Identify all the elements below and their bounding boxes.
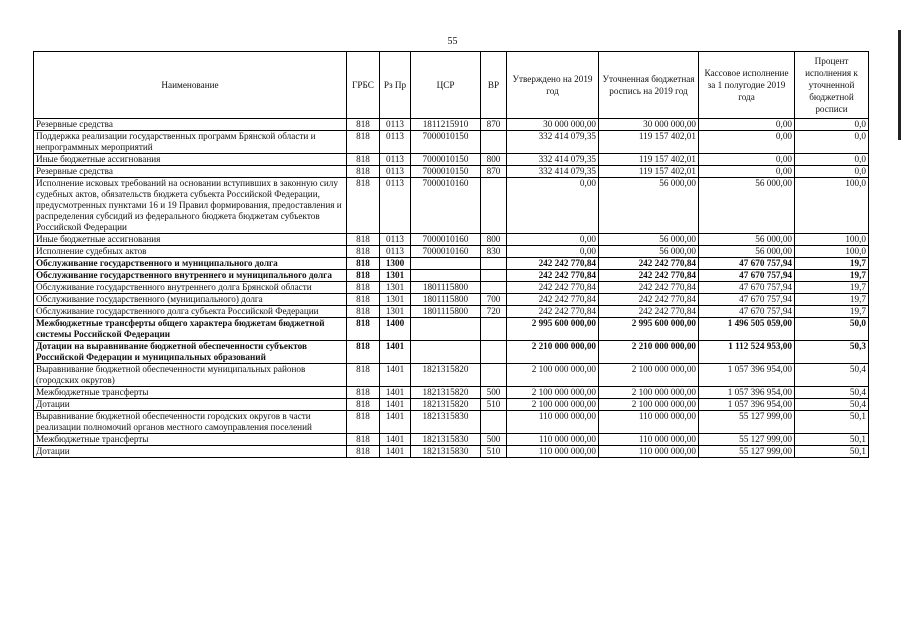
cell-cash: 0,00 bbox=[699, 119, 795, 131]
cell-rzpr: 1401 bbox=[380, 399, 411, 411]
cell-name: Обслуживание государственного долга субъекта Российской Федерации bbox=[34, 306, 347, 318]
cell-percent: 19,7 bbox=[795, 294, 869, 306]
cell-percent: 19,7 bbox=[795, 282, 869, 294]
cell-refined: 2 100 000 000,00 bbox=[599, 364, 699, 387]
cell-name: Исполнение судебных актов bbox=[34, 246, 347, 258]
cell-approved: 0,00 bbox=[507, 234, 599, 246]
table-header-row bbox=[34, 52, 869, 119]
cell-cash: 47 670 757,94 bbox=[699, 258, 795, 270]
table-row bbox=[34, 318, 869, 341]
cell-percent: 50,4 bbox=[795, 364, 869, 387]
header-grbs: ГРБС bbox=[347, 52, 380, 119]
cell-cash: 0,00 bbox=[699, 131, 795, 154]
header-csr: ЦСР bbox=[411, 52, 481, 119]
cell-rzpr: 0113 bbox=[380, 131, 411, 154]
cell-grbs: 818 bbox=[347, 294, 380, 306]
cell-grbs: 818 bbox=[347, 270, 380, 282]
cell-approved: 2 995 600 000,00 bbox=[507, 318, 599, 341]
cell-rzpr: 0113 bbox=[380, 119, 411, 131]
cell-vr bbox=[481, 364, 507, 387]
cell-rzpr: 1301 bbox=[380, 270, 411, 282]
cell-rzpr: 1301 bbox=[380, 282, 411, 294]
cell-rzpr: 1401 bbox=[380, 341, 411, 364]
cell-percent: 100,0 bbox=[795, 246, 869, 258]
cell-percent: 50,1 bbox=[795, 411, 869, 434]
cell-percent: 100,0 bbox=[795, 234, 869, 246]
cell-csr: 1821315830 bbox=[411, 411, 481, 434]
cell-percent: 0,0 bbox=[795, 154, 869, 166]
cell-rzpr: 1401 bbox=[380, 364, 411, 387]
cell-refined: 2 210 000 000,00 bbox=[599, 341, 699, 364]
cell-rzpr: 0113 bbox=[380, 154, 411, 166]
cell-percent: 50,4 bbox=[795, 399, 869, 411]
cell-refined: 110 000 000,00 bbox=[599, 434, 699, 446]
cell-name: Обслуживание государственного (муниципального) долга bbox=[34, 294, 347, 306]
cell-refined: 2 100 000 000,00 bbox=[599, 387, 699, 399]
cell-name: Резервные средства bbox=[34, 119, 347, 131]
cell-csr: 1801115800 bbox=[411, 306, 481, 318]
cell-grbs: 818 bbox=[347, 434, 380, 446]
cell-vr bbox=[481, 341, 507, 364]
cell-grbs: 818 bbox=[347, 318, 380, 341]
cell-csr: 1821315830 bbox=[411, 446, 481, 458]
table-row bbox=[34, 258, 869, 270]
cell-percent: 50,3 bbox=[795, 341, 869, 364]
cell-vr bbox=[481, 258, 507, 270]
cell-grbs: 818 bbox=[347, 341, 380, 364]
cell-percent: 0,0 bbox=[795, 131, 869, 154]
cell-grbs: 818 bbox=[347, 411, 380, 434]
cell-approved: 242 242 770,84 bbox=[507, 294, 599, 306]
cell-vr bbox=[481, 178, 507, 234]
cell-cash: 1 057 396 954,00 bbox=[699, 364, 795, 387]
cell-csr: 1821315820 bbox=[411, 387, 481, 399]
cell-name: Выравнивание бюджетной обеспеченности городских округов в части реализации полномочий органов местного самоуправления поселений bbox=[34, 411, 347, 434]
cell-cash: 0,00 bbox=[699, 154, 795, 166]
cell-grbs: 818 bbox=[347, 282, 380, 294]
cell-csr: 7000010150 bbox=[411, 166, 481, 178]
cell-name: Иные бюджетные ассигнования bbox=[34, 154, 347, 166]
cell-refined: 110 000 000,00 bbox=[599, 411, 699, 434]
cell-name: Межбюджетные трансферты общего характера бюджетам бюджетной системы Российской Федерации bbox=[34, 318, 347, 341]
cell-refined: 2 100 000 000,00 bbox=[599, 399, 699, 411]
table-row bbox=[34, 294, 869, 306]
table-row bbox=[34, 364, 869, 387]
table-row bbox=[34, 434, 869, 446]
cell-cash: 47 670 757,94 bbox=[699, 270, 795, 282]
cell-rzpr: 1401 bbox=[380, 387, 411, 399]
cell-percent: 19,7 bbox=[795, 258, 869, 270]
cell-vr bbox=[481, 411, 507, 434]
cell-cash: 56 000,00 bbox=[699, 246, 795, 258]
cell-rzpr: 1400 bbox=[380, 318, 411, 341]
cell-approved: 110 000 000,00 bbox=[507, 434, 599, 446]
budget-table-container bbox=[33, 51, 868, 458]
cell-percent: 0,0 bbox=[795, 166, 869, 178]
cell-approved: 2 100 000 000,00 bbox=[507, 364, 599, 387]
cell-refined: 56 000,00 bbox=[599, 234, 699, 246]
cell-grbs: 818 bbox=[347, 131, 380, 154]
cell-cash: 56 000,00 bbox=[699, 178, 795, 234]
page-number: 55 bbox=[447, 36, 458, 47]
cell-cash: 55 127 999,00 bbox=[699, 411, 795, 434]
cell-rzpr: 0113 bbox=[380, 178, 411, 234]
cell-refined: 56 000,00 bbox=[599, 246, 699, 258]
table-row bbox=[34, 119, 869, 131]
cell-cash: 1 057 396 954,00 bbox=[699, 399, 795, 411]
cell-refined: 242 242 770,84 bbox=[599, 270, 699, 282]
cell-refined: 30 000 000,00 bbox=[599, 119, 699, 131]
cell-approved: 2 100 000 000,00 bbox=[507, 399, 599, 411]
table-row bbox=[34, 387, 869, 399]
cell-vr: 510 bbox=[481, 446, 507, 458]
cell-approved: 2 100 000 000,00 bbox=[507, 387, 599, 399]
cell-csr: 1821315830 bbox=[411, 434, 481, 446]
cell-vr: 870 bbox=[481, 166, 507, 178]
cell-approved: 242 242 770,84 bbox=[507, 270, 599, 282]
cell-csr: 1801115800 bbox=[411, 282, 481, 294]
cell-vr: 830 bbox=[481, 246, 507, 258]
table-row bbox=[34, 131, 869, 154]
table-row bbox=[34, 166, 869, 178]
header-cash: Кассовое исполнение за 1 полугодие 2019 года bbox=[699, 52, 795, 119]
cell-rzpr: 0113 bbox=[380, 166, 411, 178]
cell-csr: 7000010150 bbox=[411, 131, 481, 154]
cell-rzpr: 1401 bbox=[380, 446, 411, 458]
cell-approved: 332 414 079,35 bbox=[507, 131, 599, 154]
header-vr: ВР bbox=[481, 52, 507, 119]
cell-grbs: 818 bbox=[347, 166, 380, 178]
cell-csr: 1801115800 bbox=[411, 294, 481, 306]
cell-cash: 47 670 757,94 bbox=[699, 294, 795, 306]
cell-approved: 332 414 079,35 bbox=[507, 166, 599, 178]
cell-approved: 30 000 000,00 bbox=[507, 119, 599, 131]
cell-vr: 720 bbox=[481, 306, 507, 318]
cell-cash: 55 127 999,00 bbox=[699, 446, 795, 458]
cell-csr bbox=[411, 341, 481, 364]
cell-cash: 0,00 bbox=[699, 166, 795, 178]
cell-approved: 110 000 000,00 bbox=[507, 446, 599, 458]
cell-grbs: 818 bbox=[347, 306, 380, 318]
cell-percent: 50,0 bbox=[795, 318, 869, 341]
cell-name: Межбюджетные трансферты bbox=[34, 434, 347, 446]
table-row bbox=[34, 306, 869, 318]
cell-grbs: 818 bbox=[347, 154, 380, 166]
cell-cash: 47 670 757,94 bbox=[699, 306, 795, 318]
cell-rzpr: 1401 bbox=[380, 434, 411, 446]
cell-name: Дотации bbox=[34, 446, 347, 458]
cell-refined: 2 995 600 000,00 bbox=[599, 318, 699, 341]
cell-approved: 0,00 bbox=[507, 178, 599, 234]
cell-name: Исполнение исковых требований на основании вступивших в законную силу судебных актов, обязательств бюджета субъекта Российской Федерации, предусмотренных пунктами 16 и 19 Правил формирования, предоставления и распределения субсидий из федерального бюджета бюджетам субъектов Российской Федерации bbox=[34, 178, 347, 234]
cell-vr: 870 bbox=[481, 119, 507, 131]
cell-vr: 800 bbox=[481, 154, 507, 166]
cell-rzpr: 1301 bbox=[380, 306, 411, 318]
cell-csr bbox=[411, 270, 481, 282]
page-edge-mark bbox=[898, 30, 901, 140]
table-row bbox=[34, 178, 869, 234]
cell-vr bbox=[481, 270, 507, 282]
budget-table bbox=[33, 51, 869, 458]
cell-refined: 242 242 770,84 bbox=[599, 258, 699, 270]
cell-rzpr: 0113 bbox=[380, 234, 411, 246]
cell-rzpr: 1301 bbox=[380, 294, 411, 306]
cell-name: Дотации bbox=[34, 399, 347, 411]
table-row bbox=[34, 234, 869, 246]
cell-approved: 242 242 770,84 bbox=[507, 258, 599, 270]
cell-csr: 7000010160 bbox=[411, 178, 481, 234]
cell-rzpr: 1401 bbox=[380, 411, 411, 434]
cell-refined: 242 242 770,84 bbox=[599, 282, 699, 294]
cell-csr: 1821315820 bbox=[411, 364, 481, 387]
cell-grbs: 818 bbox=[347, 399, 380, 411]
cell-percent: 50,1 bbox=[795, 434, 869, 446]
cell-name: Поддержка реализации государственных программ Брянской области и непрограммных мероприятий bbox=[34, 131, 347, 154]
cell-grbs: 818 bbox=[347, 234, 380, 246]
table-row bbox=[34, 399, 869, 411]
cell-refined: 242 242 770,84 bbox=[599, 294, 699, 306]
cell-refined: 119 157 402,01 bbox=[599, 131, 699, 154]
cell-vr bbox=[481, 131, 507, 154]
cell-cash: 1 057 396 954,00 bbox=[699, 387, 795, 399]
cell-name: Резервные средства bbox=[34, 166, 347, 178]
cell-grbs: 818 bbox=[347, 119, 380, 131]
cell-name: Дотации на выравнивание бюджетной обеспеченности субъектов Российской Федерации и муниципальных образований bbox=[34, 341, 347, 364]
cell-name: Обслуживание государственного и муниципального долга bbox=[34, 258, 347, 270]
cell-cash: 55 127 999,00 bbox=[699, 434, 795, 446]
cell-vr: 500 bbox=[481, 434, 507, 446]
cell-grbs: 818 bbox=[347, 178, 380, 234]
cell-vr: 700 bbox=[481, 294, 507, 306]
header-approved: Утверждено на 2019 год bbox=[507, 52, 599, 119]
cell-grbs: 818 bbox=[347, 246, 380, 258]
cell-refined: 242 242 770,84 bbox=[599, 306, 699, 318]
cell-grbs: 818 bbox=[347, 387, 380, 399]
table-row bbox=[34, 282, 869, 294]
cell-vr: 500 bbox=[481, 387, 507, 399]
table-body bbox=[34, 119, 869, 458]
cell-name: Выравнивание бюджетной обеспеченности муниципальных районов (городских округов) bbox=[34, 364, 347, 387]
cell-csr: 1821315820 bbox=[411, 399, 481, 411]
cell-approved: 0,00 bbox=[507, 246, 599, 258]
table-row bbox=[34, 246, 869, 258]
cell-name: Обслуживание государственного внутреннего и муниципального долга bbox=[34, 270, 347, 282]
cell-csr bbox=[411, 258, 481, 270]
cell-cash: 1 112 524 953,00 bbox=[699, 341, 795, 364]
cell-cash: 1 496 505 059,00 bbox=[699, 318, 795, 341]
cell-approved: 242 242 770,84 bbox=[507, 282, 599, 294]
cell-approved: 110 000 000,00 bbox=[507, 411, 599, 434]
cell-approved: 242 242 770,84 bbox=[507, 306, 599, 318]
cell-percent: 100,0 bbox=[795, 178, 869, 234]
cell-cash: 47 670 757,94 bbox=[699, 282, 795, 294]
header-name: Наименование bbox=[34, 52, 347, 119]
cell-refined: 110 000 000,00 bbox=[599, 446, 699, 458]
cell-percent: 50,4 bbox=[795, 387, 869, 399]
cell-percent: 19,7 bbox=[795, 270, 869, 282]
header-refined: Уточненная бюджетная роспись на 2019 год bbox=[599, 52, 699, 119]
cell-approved: 332 414 079,35 bbox=[507, 154, 599, 166]
table-row bbox=[34, 341, 869, 364]
cell-refined: 119 157 402,01 bbox=[599, 166, 699, 178]
cell-percent: 19,7 bbox=[795, 306, 869, 318]
header-rzpr: Рз Пр bbox=[380, 52, 411, 119]
cell-name: Иные бюджетные ассигнования bbox=[34, 234, 347, 246]
cell-grbs: 818 bbox=[347, 446, 380, 458]
cell-refined: 119 157 402,01 bbox=[599, 154, 699, 166]
cell-vr bbox=[481, 318, 507, 341]
cell-vr: 800 bbox=[481, 234, 507, 246]
cell-csr: 1811215910 bbox=[411, 119, 481, 131]
cell-percent: 0,0 bbox=[795, 119, 869, 131]
cell-vr bbox=[481, 282, 507, 294]
cell-percent: 50,1 bbox=[795, 446, 869, 458]
cell-csr: 7000010160 bbox=[411, 234, 481, 246]
cell-rzpr: 1300 bbox=[380, 258, 411, 270]
cell-grbs: 818 bbox=[347, 258, 380, 270]
cell-cash: 56 000,00 bbox=[699, 234, 795, 246]
table-row bbox=[34, 270, 869, 282]
cell-name: Обслуживание государственного внутреннего долга Брянской области bbox=[34, 282, 347, 294]
cell-rzpr: 0113 bbox=[380, 246, 411, 258]
cell-csr: 7000010150 bbox=[411, 154, 481, 166]
header-percent: Процент исполнения к уточненной бюджетной росписи bbox=[795, 52, 869, 119]
cell-csr bbox=[411, 318, 481, 341]
cell-name: Межбюджетные трансферты bbox=[34, 387, 347, 399]
table-row bbox=[34, 446, 869, 458]
table-row bbox=[34, 154, 869, 166]
cell-grbs: 818 bbox=[347, 364, 380, 387]
cell-csr: 7000010160 bbox=[411, 246, 481, 258]
table-row bbox=[34, 411, 869, 434]
cell-approved: 2 210 000 000,00 bbox=[507, 341, 599, 364]
cell-vr: 510 bbox=[481, 399, 507, 411]
cell-refined: 56 000,00 bbox=[599, 178, 699, 234]
